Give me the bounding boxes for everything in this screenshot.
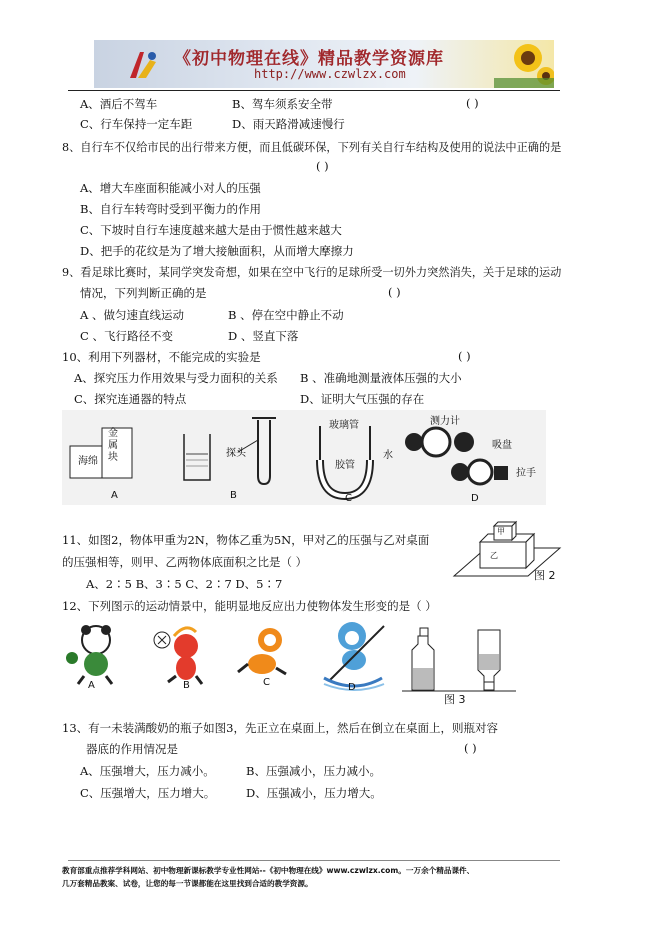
mascot-a-image bbox=[66, 625, 112, 684]
header-banner bbox=[94, 40, 554, 88]
q9-option-c: C 、飞行路径不变 bbox=[80, 329, 173, 343]
q13-stem-line1: 13、有一未装满酸奶的瓶子如图3，先正立在桌面上，然后在倒立在桌面上，则瓶对容 bbox=[62, 721, 498, 735]
fig2-yi-label: 乙 bbox=[490, 551, 498, 560]
fig10-label-c: C bbox=[345, 493, 352, 504]
q10-option-d: D、证明大气压强的存在 bbox=[300, 392, 425, 406]
mascot-c-image bbox=[238, 628, 286, 674]
q9-option-d: D 、竖直下落 bbox=[228, 329, 299, 343]
q7-answer-paren: ( ) bbox=[466, 96, 479, 110]
q11-stem-line1: 11、如图2，物体甲重为2N，物体乙重为5N，甲对乙的压强与乙对桌面 bbox=[62, 533, 430, 547]
q10-stem: 10、利用下列器材，不能完成的实验是 bbox=[62, 350, 261, 364]
q7-option-d: D、雨天路滑减速慢行 bbox=[232, 117, 345, 131]
q13-option-a: A、压强增大，压力减小。 bbox=[80, 764, 215, 778]
fig10-metal-label: 金属块 bbox=[108, 428, 118, 463]
fig12-label-a: A bbox=[88, 680, 95, 691]
q8-stem: 8、自行车不仅给市民的出行带来方便，而且低碳环保，下列有关自行车结构及使用的说法中正确的是 bbox=[62, 141, 562, 154]
bottle-upright bbox=[412, 628, 434, 690]
fig10-handle-label: 拉手 bbox=[516, 468, 536, 479]
fig10-suction-label: 吸盘 bbox=[492, 440, 512, 451]
q9-answer-paren: ( ) bbox=[388, 285, 401, 299]
header-url[interactable]: http://www.czwlzx.com bbox=[254, 67, 406, 81]
fig10-label-d: D bbox=[471, 493, 479, 504]
block-yi bbox=[480, 542, 526, 568]
fig10-glass-tube-label: 玻璃管 bbox=[329, 420, 359, 431]
suction-cup bbox=[405, 433, 423, 451]
fig2-jia-label: 甲 bbox=[497, 527, 505, 536]
q8-option-b: B、自行车转弯时受到平衡力的作用 bbox=[80, 202, 261, 216]
q7-option-a: A、酒后不驾车 bbox=[80, 97, 158, 111]
header-divider bbox=[68, 90, 560, 91]
fig2-caption: 图 2 bbox=[534, 569, 556, 582]
q10-answer-paren: ( ) bbox=[458, 349, 471, 363]
q8-answer-paren: ( ) bbox=[316, 159, 329, 173]
q10-option-b: B 、准确地测量液体压强的大小 bbox=[300, 371, 462, 385]
fig10-sponge-label: 海绵 bbox=[78, 456, 98, 467]
q12-figure bbox=[62, 618, 526, 702]
footer-line1: 教育部重点推荐学科网站、初中物理新课标教学专业性网站--《初中物理在线》www.czwlzx.com。一万余个精品课件、 bbox=[62, 866, 475, 875]
q10-figure bbox=[62, 410, 546, 505]
fig10-water-label: 水 bbox=[383, 450, 393, 461]
sunflower-image bbox=[494, 40, 554, 88]
q9-option-a: A 、做匀速直线运动 bbox=[80, 308, 184, 322]
q9-stem-line2: 情况，下列判断正确的是 bbox=[80, 286, 207, 300]
q9-stem-line1: 9、看足球比赛时，某同学突发奇想，如果在空中飞行的足球所受一切外力突然消失，关于足球的运动 bbox=[62, 266, 562, 279]
q13-option-b: B、压强减小，压力减小。 bbox=[246, 764, 381, 778]
logo-icon bbox=[122, 48, 162, 82]
mascot-d-image bbox=[324, 622, 384, 690]
fig10-dynamometer-label: 测力计 bbox=[430, 416, 460, 427]
dynamometer-dial bbox=[422, 428, 450, 456]
header-title: 《初中物理在线》精品教学资源库 bbox=[174, 49, 444, 69]
fig12-label-c: C bbox=[263, 677, 270, 688]
footer-divider bbox=[68, 860, 560, 861]
q13-answer-paren: ( ) bbox=[464, 741, 477, 755]
q9-option-b: B 、停在空中静止不动 bbox=[228, 308, 344, 322]
footer-line2: 几万套精品教案、试卷，让您的每一节课都能在这里找到合适的教学资源。 bbox=[62, 879, 313, 888]
mascot-b-image bbox=[154, 628, 202, 684]
q13-option-d: D、压强减小，压力增大。 bbox=[246, 786, 382, 800]
q7-option-b: B、驾车须系安全带 bbox=[232, 97, 333, 111]
q10-option-c: C、探究连通器的特点 bbox=[74, 392, 187, 406]
q11-stem-line2: 的压强相等，则甲、乙两物体底面积之比是（ ） bbox=[62, 555, 308, 569]
q8-option-d: D、把手的花纹是为了增大接触面积，从而增大摩擦力 bbox=[80, 244, 354, 258]
q8-option-c: C、下坡时自行车速度越来越大是由于惯性越来越大 bbox=[80, 223, 342, 237]
q8-option-a: A、增大车座面积能减小对人的压强 bbox=[80, 181, 261, 195]
fig12-label-b: B bbox=[183, 680, 190, 691]
fig12-label-d: D bbox=[348, 682, 356, 693]
q10-option-a: A、探究压力作用效果与受力面积的关系 bbox=[74, 371, 278, 385]
fig10-probe-label: 探头 bbox=[226, 448, 246, 459]
q7-option-c: C、行车保持一定车距 bbox=[80, 117, 193, 131]
q13-option-c: C、压强增大，压力增大。 bbox=[80, 786, 216, 800]
q13-stem-line2: 器底的作用情况是 bbox=[86, 742, 178, 756]
fig10-label-a: A bbox=[111, 490, 118, 501]
q11-options: A、2∶5 B、3∶5 C、2∶7 D、5∶7 bbox=[86, 577, 283, 591]
q12-stem: 12、下列图示的运动情景中，能明显地反应出力使物体发生形变的是（ ） bbox=[62, 599, 437, 613]
fig10-rubber-tube-label: 胶管 bbox=[335, 460, 355, 471]
bottle-inverted bbox=[478, 630, 500, 690]
fig3-caption: 图 3 bbox=[444, 693, 466, 706]
pull-handle bbox=[494, 466, 508, 480]
fig10-label-b: B bbox=[230, 490, 237, 501]
